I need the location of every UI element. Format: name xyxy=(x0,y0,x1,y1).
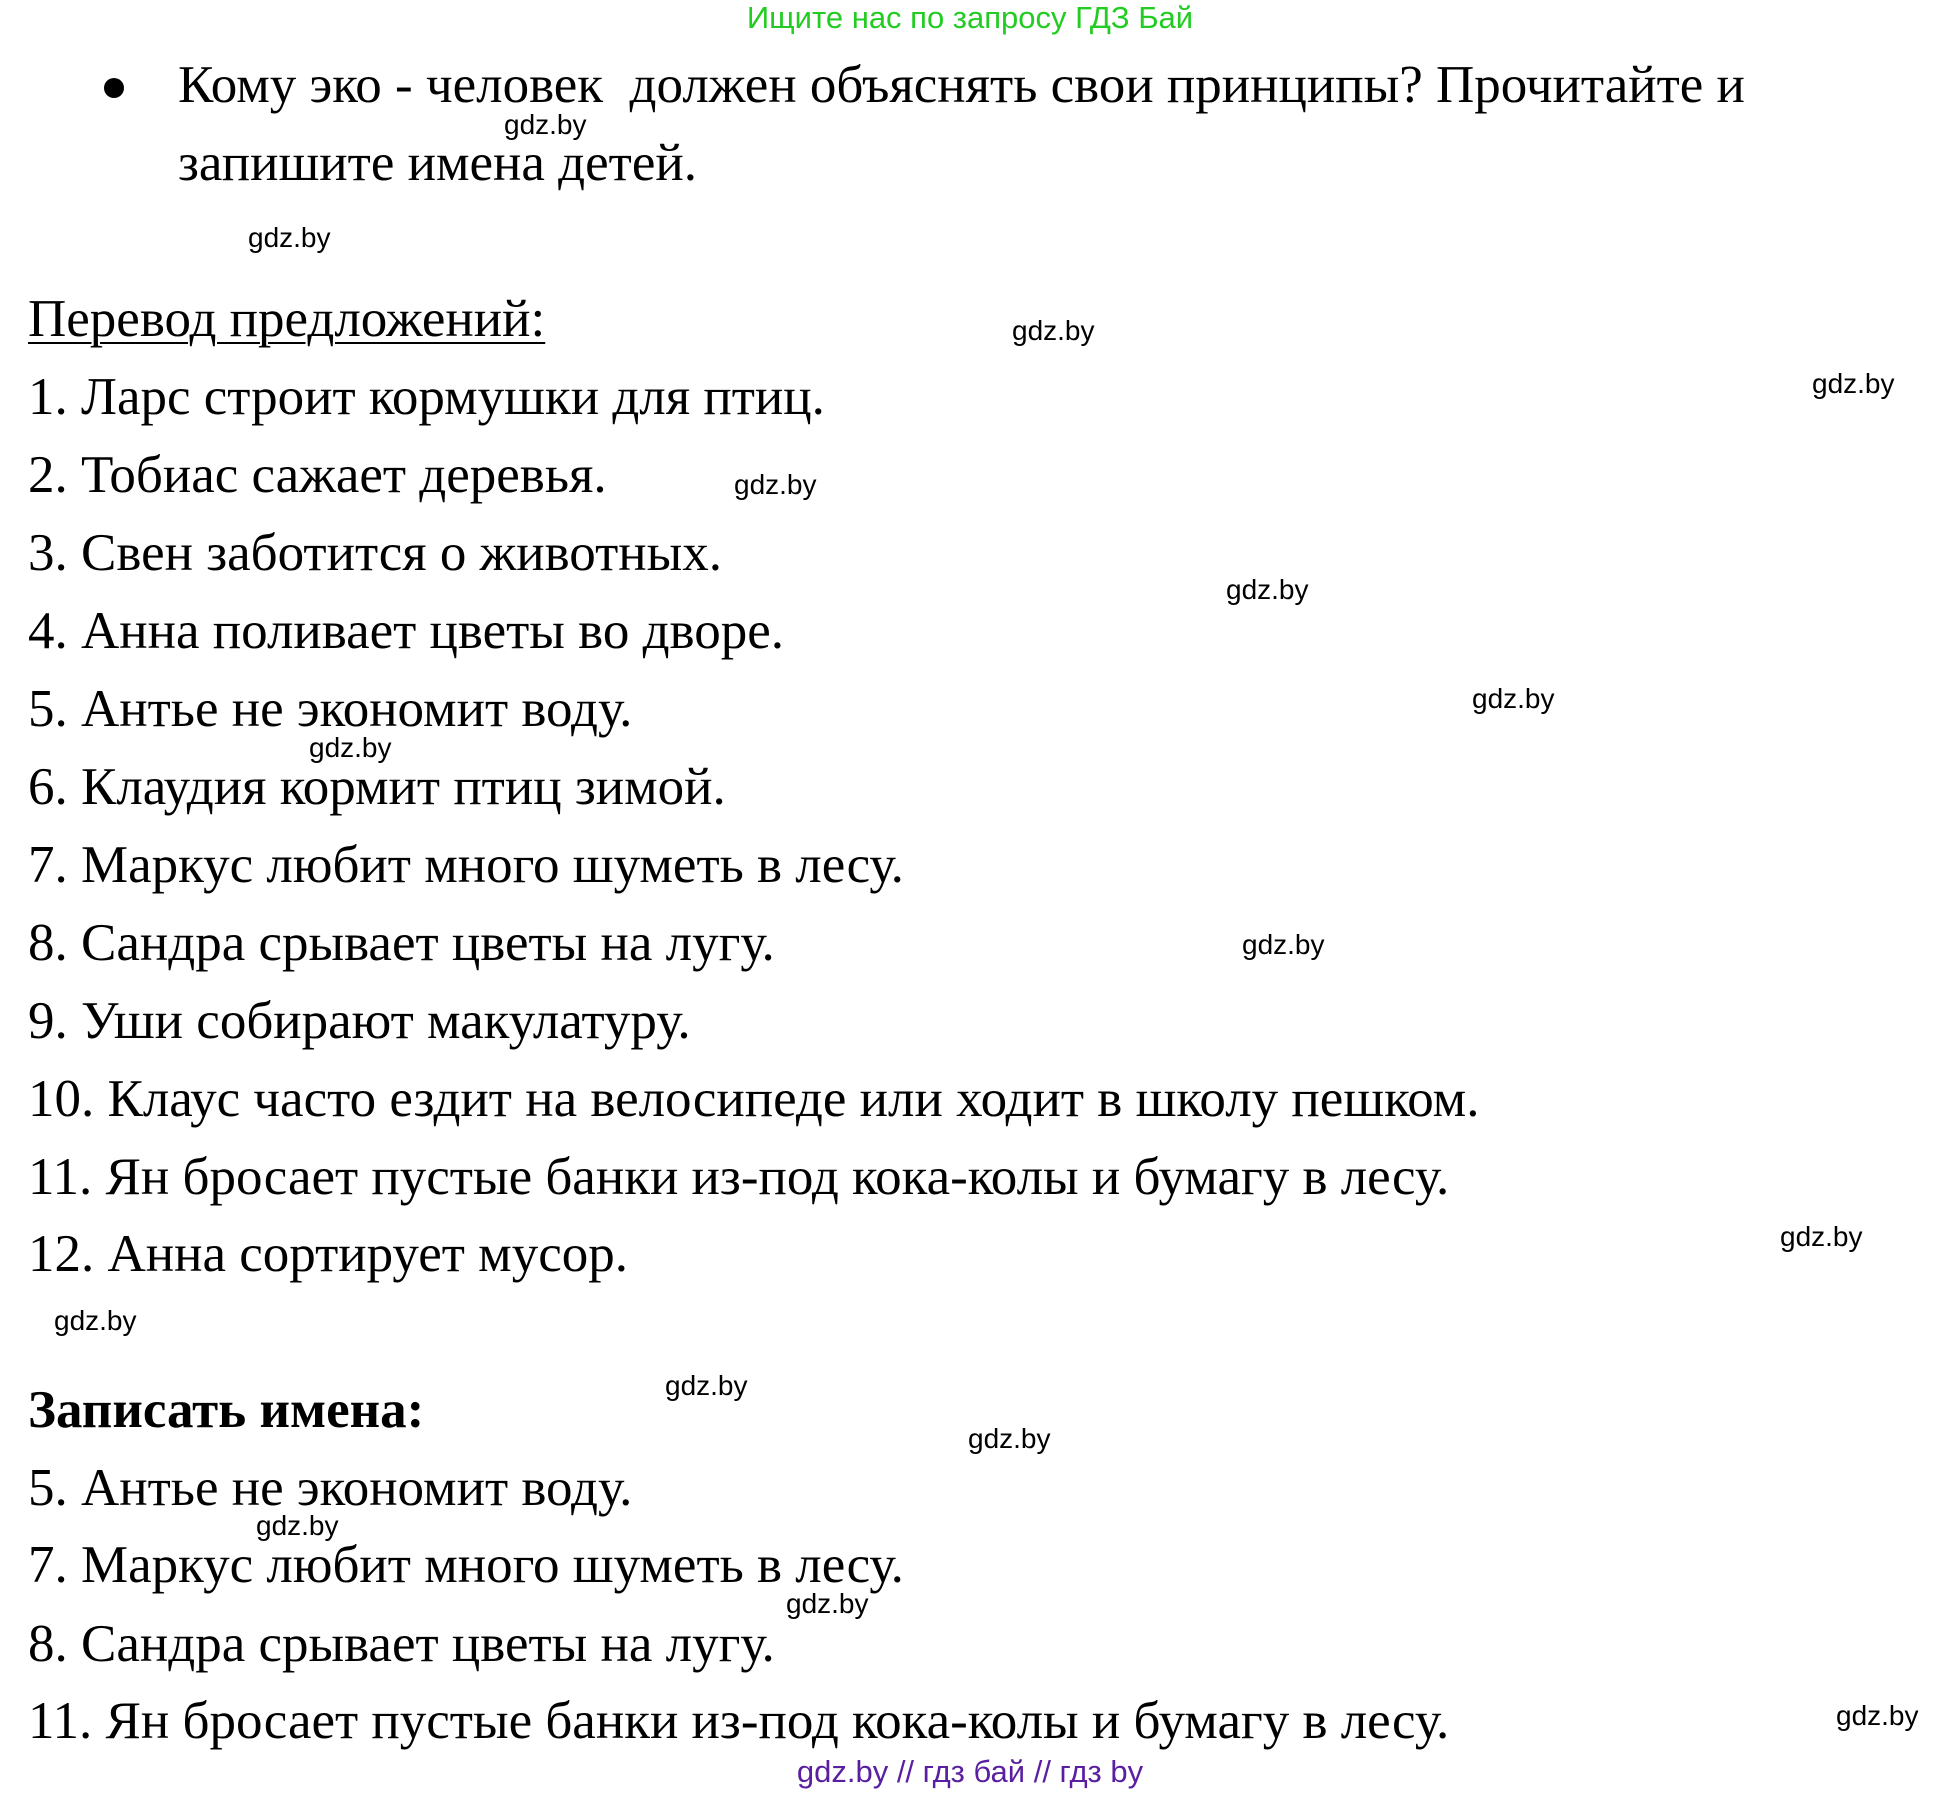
list-item: 10. Клаус часто ездит на велосипеде или ходит в школу пешком. xyxy=(28,1070,1480,1128)
watermark: gdz.by xyxy=(665,1370,748,1401)
names-heading: Записать имена: xyxy=(28,1381,425,1439)
list-item: 5. Антье не экономит воду. xyxy=(28,680,633,738)
list-item: 7. Маркус любит много шуметь в лесу. xyxy=(28,1536,904,1594)
list-item: 9. Уши собирают макулатуру. xyxy=(28,992,691,1050)
watermark: gdz.by xyxy=(309,732,392,763)
watermark: gdz.by xyxy=(1812,368,1895,399)
list-item: 1. Ларс строит кормушки для птиц. xyxy=(28,368,825,426)
list-item: 12. Анна сортирует мусор. xyxy=(28,1225,628,1283)
list-item: 11. Ян бросает пустые банки из-под кока-колы и бумагу в лесу. xyxy=(28,1692,1450,1750)
list-item: 8. Сандра срывает цветы на лугу. xyxy=(28,914,775,972)
top-banner: Ищите нас по запросу ГДЗ Бай xyxy=(746,0,1194,35)
watermark: gdz.by xyxy=(734,469,817,500)
list-item: 11. Ян бросает пустые банки из-под кока-колы и бумагу в лесу. xyxy=(28,1148,1450,1206)
watermark: gdz.by xyxy=(1836,1700,1919,1731)
watermark: gdz.by xyxy=(1012,315,1095,346)
watermark: gdz.by xyxy=(786,1588,869,1619)
list-item: 2. Тобиас сажает деревья. xyxy=(28,446,607,504)
task-line-2: запишите имена детей. xyxy=(178,134,697,192)
watermark: gdz.by xyxy=(1242,929,1325,960)
watermark: gdz.by xyxy=(968,1423,1051,1454)
watermark: gdz.by xyxy=(1472,683,1555,714)
watermark: gdz.by xyxy=(248,222,331,253)
task-line-1: Кому эко - человек должен объяснять свои принципы? Прочитайте и xyxy=(178,56,1745,114)
list-item: 3. Свен заботится о животных. xyxy=(28,524,722,582)
watermark: gdz.by xyxy=(256,1510,339,1541)
bullet-icon xyxy=(104,78,124,98)
list-item: 5. Антье не экономит воду. xyxy=(28,1459,633,1517)
list-item: 6. Клаудия кормит птиц зимой. xyxy=(28,758,726,816)
watermark: gdz.by xyxy=(504,109,587,140)
watermark: gdz.by xyxy=(1780,1221,1863,1252)
watermark: gdz.by xyxy=(1226,574,1309,605)
translation-heading: Перевод предложений: xyxy=(28,290,546,348)
list-item: 7. Маркус любит много шуметь в лесу. xyxy=(28,836,904,894)
watermark: gdz.by xyxy=(54,1305,137,1336)
list-item: 8. Сандра срывает цветы на лугу. xyxy=(28,1615,775,1673)
list-item: 4. Анна поливает цветы во дворе. xyxy=(28,602,784,660)
footer-links: gdz.by // гдз бай // гдз by xyxy=(796,1754,1144,1789)
